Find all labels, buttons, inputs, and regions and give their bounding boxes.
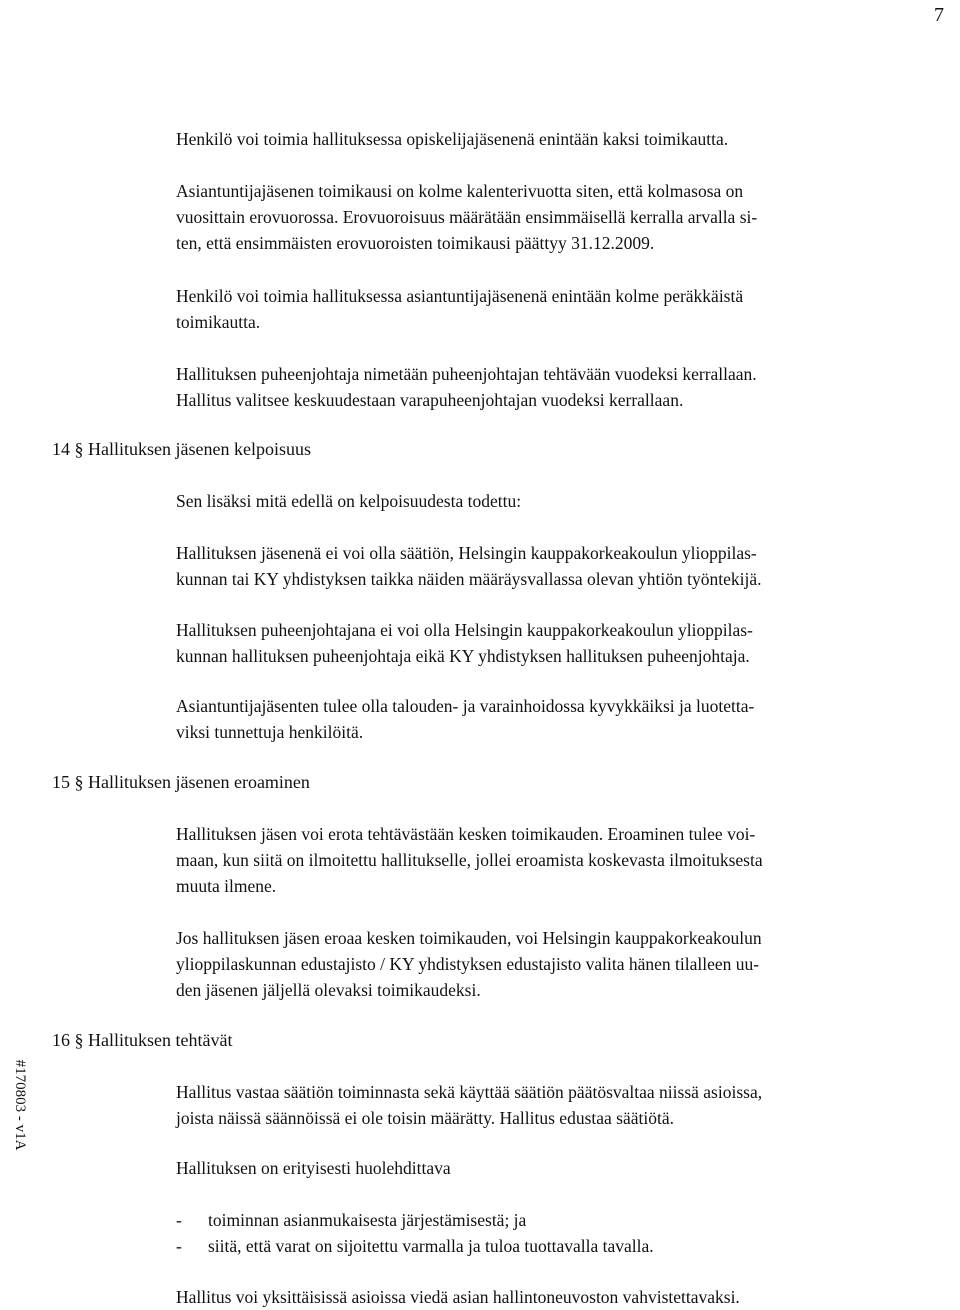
paragraph: Hallituksen puheenjohtajana ei voi olla Helsingin kauppakorkeakoulun ylioppilas- kunnan hallituksen puheenjohtaja eikä KY yhdistyksen hallituksen puheenjohtaja.: [176, 620, 753, 666]
list-bullet: -: [176, 1210, 182, 1230]
section-heading-14: 14 § Hallituksen jäsenen kelpoisuus: [52, 439, 311, 459]
paragraph: Henkilö voi toimia hallituksessa opiskelijajäsenenä enintään kaksi toimikautta.: [176, 129, 729, 149]
list-item: - toiminnan asianmukaisesta järjestämisestä; ja: [176, 1207, 946, 1233]
paragraph: Asiantuntijajäsenten tulee olla talouden- ja varainhoidossa kyvykkäiksi ja luotetta- viksi tunnettuja henkilöitä.: [176, 696, 755, 742]
paragraph: Hallituksen on erityisesti huolehdittava: [176, 1158, 451, 1178]
document-id-label: #170803 - v1A: [12, 1059, 28, 1151]
list-bullet: -: [176, 1236, 182, 1256]
paragraph: Hallituksen jäsenenä ei voi olla säätiön, Helsingin kauppakorkeakoulun ylioppilas- kunnan tai KY yhdistyksen taikka näiden määräysvallassa olevan yhtiön työntekijä.: [176, 543, 762, 589]
paragraph: Sen lisäksi mitä edellä on kelpoisuudesta todettu:: [176, 491, 522, 511]
paragraph: Hallitus voi yksittäisissä asioissa viedä asian hallintoneuvoston vahvistettavaksi.: [176, 1287, 740, 1307]
paragraph: Henkilö voi toimia hallituksessa asiantuntijajäsenenä enintään kolme peräkkäistä toimikautta.: [176, 286, 744, 332]
page-number: 7: [934, 4, 944, 26]
list-item: - siitä, että varat on sijoitettu varmalla ja tuloa tuottavalla tavalla.: [176, 1233, 946, 1259]
paragraph: Asiantuntijajäsenen toimikausi on kolme kalenterivuotta siten, että kolmasosa on vuosittain erovuorossa. Erovuoroisuus määrätään ensimmäisellä kerralla arvalla si- ten, että ensimmäisten erovuoroisten toimikausi päättyy 31.12.2009.: [176, 181, 758, 253]
section-heading-15: 15 § Hallituksen jäsenen eroaminen: [52, 772, 310, 792]
paragraph: Hallitus vastaa säätiön toiminnasta sekä käyttää säätiön päätösvaltaa niissä asioissa, joista näissä säännöissä ei ole toisin määrätty. Hallitus edustaa säätiötä.: [176, 1082, 763, 1128]
section-heading-16: 16 § Hallituksen tehtävät: [52, 1030, 233, 1050]
paragraph: Hallituksen puheenjohtaja nimetään puheenjohtajan tehtävään vuodeksi kerrallaan. Hallitus valitsee keskuudestaan varapuheenjohtajan vuodeksi kerrallaan.: [176, 364, 757, 410]
paragraph: Hallituksen jäsen voi erota tehtävästään kesken toimikauden. Eroaminen tulee voi- maan, kun siitä on ilmoitettu hallitukselle, jollei eroamista koskevasta ilmoituksesta muuta ilmene.: [176, 824, 763, 896]
paragraph: Jos hallituksen jäsen eroaa kesken toimikauden, voi Helsingin kauppakorkeakoulun ylioppilaskunnan edustajisto / KY yhdistyksen edustajisto valita hänen tilalleen uu- den jäsenen jäljellä olevaksi toimikaudeksi.: [176, 928, 762, 1000]
